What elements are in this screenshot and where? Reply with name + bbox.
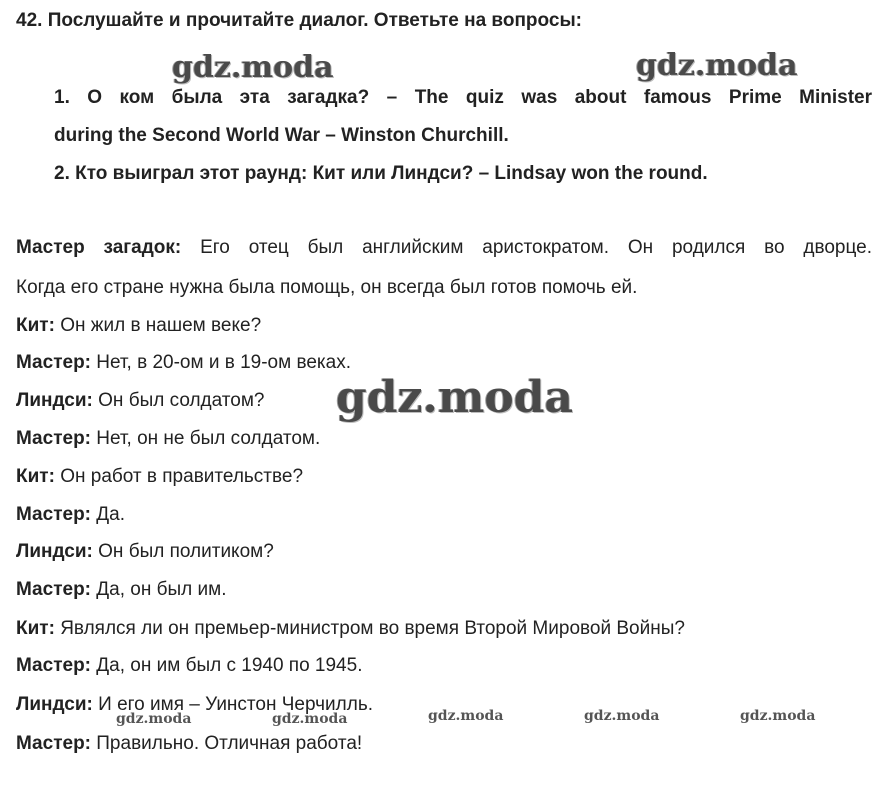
dialogue-text: И его имя – Уинстон Черчилль. [92,694,373,715]
answer-1-line-2: during the Second World War – Winston Churchill. [54,125,509,146]
dialogue-line [16,314,261,338]
dialogue-text: Нет, он не был солдатом. [91,428,321,449]
dialogue-line [16,617,685,641]
dialogue-line [16,351,351,375]
dialogue-line [16,427,320,451]
speaker-label: Мастер: [16,655,91,676]
task-number: 42. [16,10,43,31]
dialogue-line [16,540,274,564]
speaker-label: Мастер загадок: [16,237,182,258]
watermark: gdz.moda [428,708,504,724]
dialogue-text: Да, он был им. [91,579,227,600]
watermark: gdz.moda [584,708,660,724]
speaker-label: Линдси: [16,694,93,715]
dialogue-line [16,503,125,527]
speaker-label: Мастер: [16,352,91,373]
dialogue-text: Он был политиком? [92,541,274,562]
dialogue-line [16,236,872,260]
speaker-label: Линдси: [16,541,93,562]
dialogue-line [16,654,362,678]
speaker-label: Кит: [16,315,55,336]
dialogue-text: Он был солдатом? [92,390,265,411]
dialogue-line [16,276,637,300]
answer-2: 2. Кто выиграл этот раунд: Кит или Линдси? – Lindsay won the round. [54,163,708,184]
speaker-label: Мастер: [16,733,91,754]
dialogue-text: Нет, в 20-ом и в 19-ом веках. [91,352,351,373]
speaker-label: Мастер: [16,579,91,600]
dialogue-line [16,389,264,413]
dialogue-line [16,465,303,489]
dialogue-text: Когда его стране нужна была помощь, он всегда был готов помочь ей. [16,277,638,298]
dialogue-text: Да. [91,504,125,525]
answer-1-line-1: 1. О ком была эта загадка? – The quiz was about famous Prime Minister [54,87,872,108]
watermark: gdz.moda [636,48,798,83]
watermark: gdz.moda [116,711,192,727]
watermark: gdz.moda [740,708,816,724]
dialogue-text: Да, он им был с 1940 по 1945. [91,655,363,676]
task-title: Послушайте и прочитайте диалог. Ответьте на вопросы: [47,10,583,31]
watermark: gdz.moda [336,372,574,423]
dialogue-text: Правильно. Отличная работа! [91,733,363,754]
watermark: gdz.moda [272,711,348,727]
speaker-label: Мастер: [16,504,91,525]
dialogue-text: Он жил в нашем веке? [54,315,262,336]
dialogue-text: Являлся ли он премьер-министром во время Второй Мировой Войны? [54,618,685,639]
dialogue-text: Его отец был английским аристократом. Он родился во дворце. [181,237,873,258]
speaker-label: Линдси: [16,390,93,411]
speaker-label: Мастер: [16,428,91,449]
watermark: gdz.moda [172,50,334,85]
task-heading [16,9,582,33]
dialogue-line [16,578,226,602]
speaker-label: Кит: [16,618,55,639]
speaker-label: Кит: [16,466,55,487]
dialogue-line [16,732,362,756]
dialogue-text: Он работ в правительстве? [54,466,304,487]
